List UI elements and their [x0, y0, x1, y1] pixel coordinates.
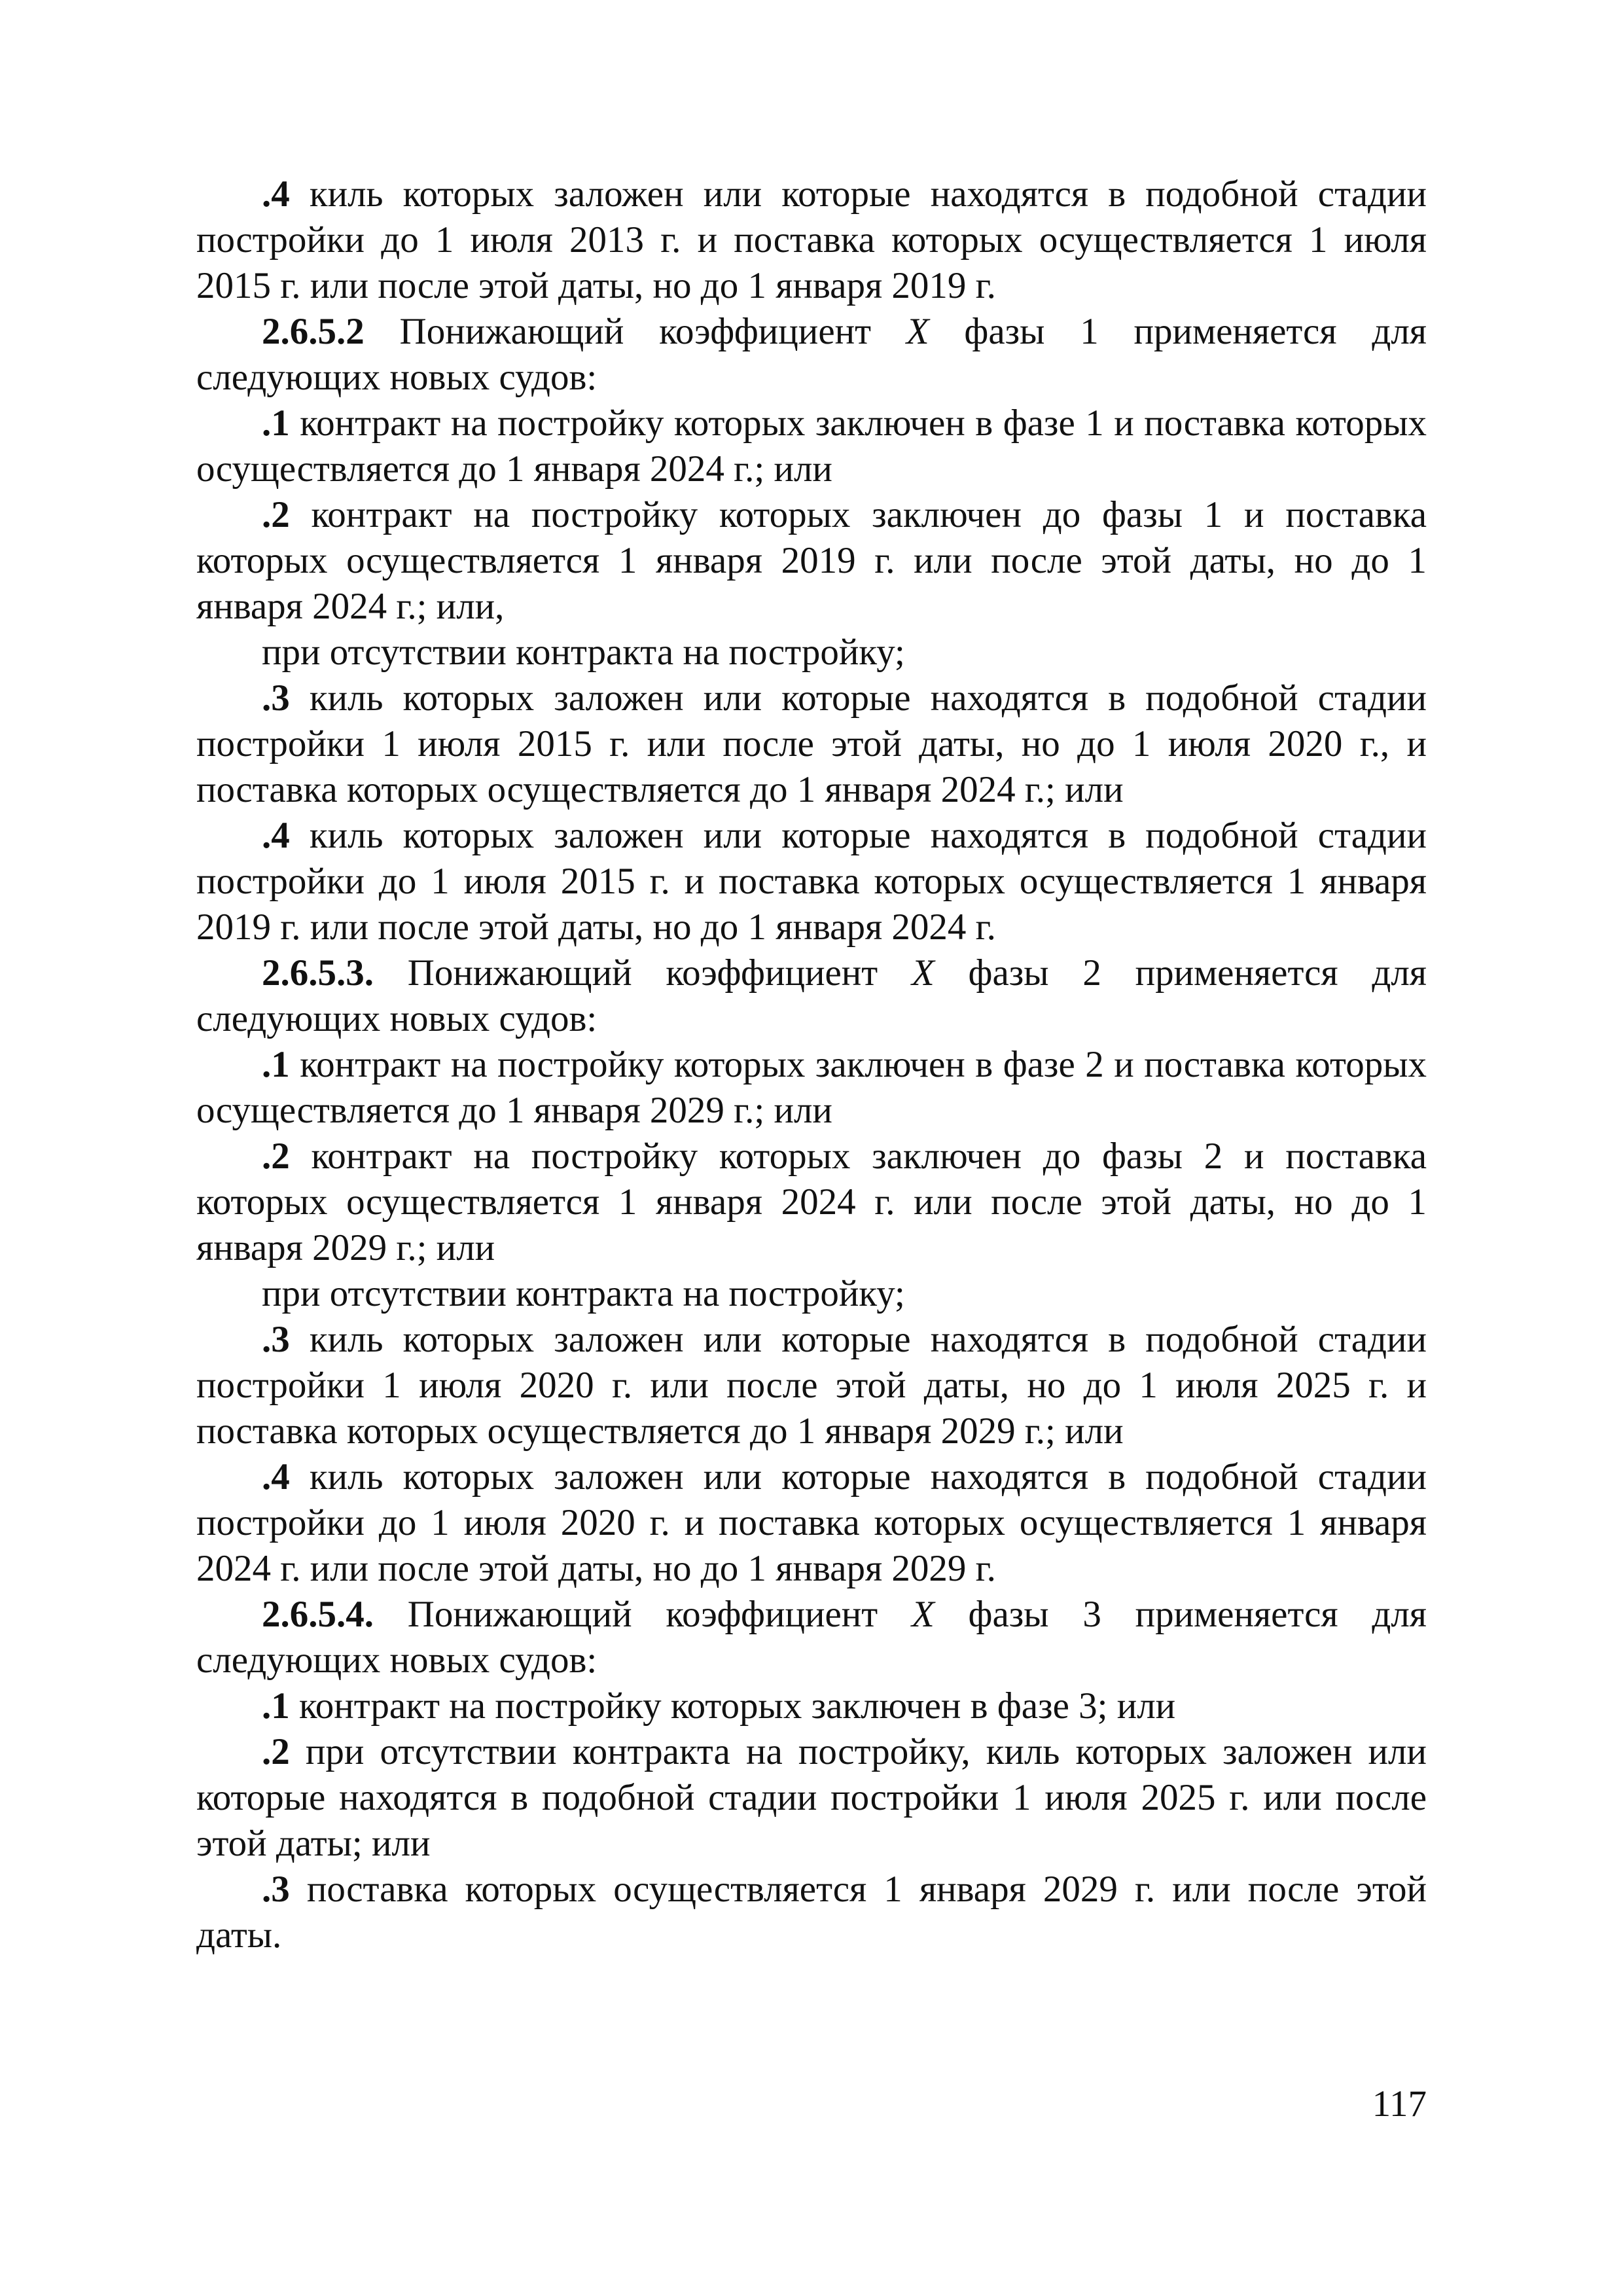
- coefficient-symbol: X: [906, 311, 929, 352]
- item-number: .4: [262, 1456, 290, 1498]
- paragraph: [196, 1867, 1427, 1958]
- item-number: .4: [262, 815, 290, 856]
- section-heading-paragraph: [196, 1592, 1427, 1683]
- paragraph: [196, 1271, 1427, 1317]
- item-number: .3: [262, 1319, 290, 1360]
- paragraph: [196, 1317, 1427, 1454]
- section-heading-paragraph: [196, 309, 1427, 401]
- coefficient-symbol: X: [911, 952, 935, 994]
- item-number: .1: [262, 1044, 290, 1085]
- paragraph: [196, 1454, 1427, 1592]
- paragraph: [196, 1134, 1427, 1271]
- paragraph-text: контракт на постройку которых заключен в фазе 1 и поставка которых осуществляется до 1 января 2024 г.; или: [196, 403, 1427, 490]
- paragraph-text: поставка которых осуществляется 1 января 2029 г. или после этой даты.: [196, 1869, 1427, 1956]
- paragraph-text: контракт на постройку которых заключен до фазы 2 и поставка которых осуществляется 1 января 2024 г. или после этой даты, но до 1 января 2029 г.; или: [196, 1136, 1427, 1268]
- paragraph-text: киль которых заложен или которые находятся в подобной стадии постройки 1 июля 2015 г. или после этой даты, но до 1 июля 2020 г., и поставка которых осуществляется до 1 января 2024 г.; или: [196, 677, 1427, 810]
- paragraph-text: киль которых заложен или которые находятся в подобной стадии постройки до 1 июля 2020 г. и поставка которых осуществляется 1 января 2024 г. или после этой даты, но до 1 января 2029 г.: [196, 1456, 1427, 1589]
- paragraph-text: контракт на постройку которых заключен в фазе 2 и поставка которых осуществляется до 1 января 2029 г.; или: [196, 1044, 1427, 1131]
- item-number: .2: [262, 494, 290, 535]
- paragraph: [196, 1042, 1427, 1134]
- paragraph-text: контракт на постройку которых заключен в фазе 3; или: [289, 1685, 1176, 1727]
- item-number: .4: [262, 173, 290, 215]
- paragraph-text: фазы 1 применяется для следующих новых судов:: [196, 311, 1427, 398]
- page-number: 117: [1372, 2083, 1427, 2125]
- paragraph-text: киль которых заложен или которые находятся в подобной стадии постройки до 1 июля 2013 г. и поставка которых осуществляется 1 июля 2015 г. или после этой даты, но до 1 января 2019 г.: [196, 173, 1427, 306]
- paragraph-text: киль которых заложен или которые находятся в подобной стадии постройки до 1 июля 2015 г. и поставка которых осуществляется 1 января 2019 г. или после этой даты, но до 1 января 2024 г.: [196, 815, 1427, 948]
- item-number: .3: [262, 1869, 290, 1910]
- paragraph-text: Понижающий коэффициент: [374, 1594, 912, 1635]
- paragraph-text: фазы 2 применяется для следующих новых судов:: [196, 952, 1427, 1039]
- section-heading-paragraph: [196, 950, 1427, 1042]
- item-number: .2: [262, 1731, 290, 1772]
- paragraph: [196, 401, 1427, 492]
- section-number: 2.6.5.3.: [262, 952, 374, 994]
- coefficient-symbol: X: [911, 1594, 935, 1635]
- paragraph: [196, 171, 1427, 309]
- paragraph-text: при отсутствии контракта на постройку;: [262, 632, 905, 673]
- paragraph-text: киль которых заложен или которые находятся в подобной стадии постройки 1 июля 2020 г. или после этой даты, но до 1 июля 2025 г. и поставка которых осуществляется до 1 января 2029 г.; или: [196, 1319, 1427, 1452]
- paragraph: [196, 675, 1427, 813]
- paragraph-text: при отсутствии контракта на постройку, киль которых заложен или которые находятся в подобной стадии постройки 1 июля 2025 г. или после этой даты; или: [196, 1731, 1427, 1864]
- paragraph: [196, 492, 1427, 630]
- paragraph-text: Понижающий коэффициент: [364, 311, 906, 352]
- paragraph-text: контракт на постройку которых заключен до фазы 1 и поставка которых осуществляется 1 января 2019 г. или после этой даты, но до 1 января 2024 г.; или,: [196, 494, 1427, 627]
- item-number: .3: [262, 677, 290, 719]
- paragraph: [196, 1683, 1427, 1729]
- paragraph: [196, 630, 1427, 675]
- item-number: .2: [262, 1136, 290, 1177]
- section-number: 2.6.5.2: [262, 311, 365, 352]
- paragraph-text: фазы 3 применяется для следующих новых судов:: [196, 1594, 1427, 1681]
- section-number: 2.6.5.4.: [262, 1594, 374, 1635]
- paragraph-text: при отсутствии контракта на постройку;: [262, 1273, 905, 1314]
- paragraph: [196, 1729, 1427, 1867]
- item-number: .1: [262, 1685, 290, 1727]
- document-body: [196, 171, 1427, 1958]
- item-number: .1: [262, 403, 290, 444]
- paragraph-text: Понижающий коэффициент: [374, 952, 912, 994]
- paragraph: [196, 813, 1427, 950]
